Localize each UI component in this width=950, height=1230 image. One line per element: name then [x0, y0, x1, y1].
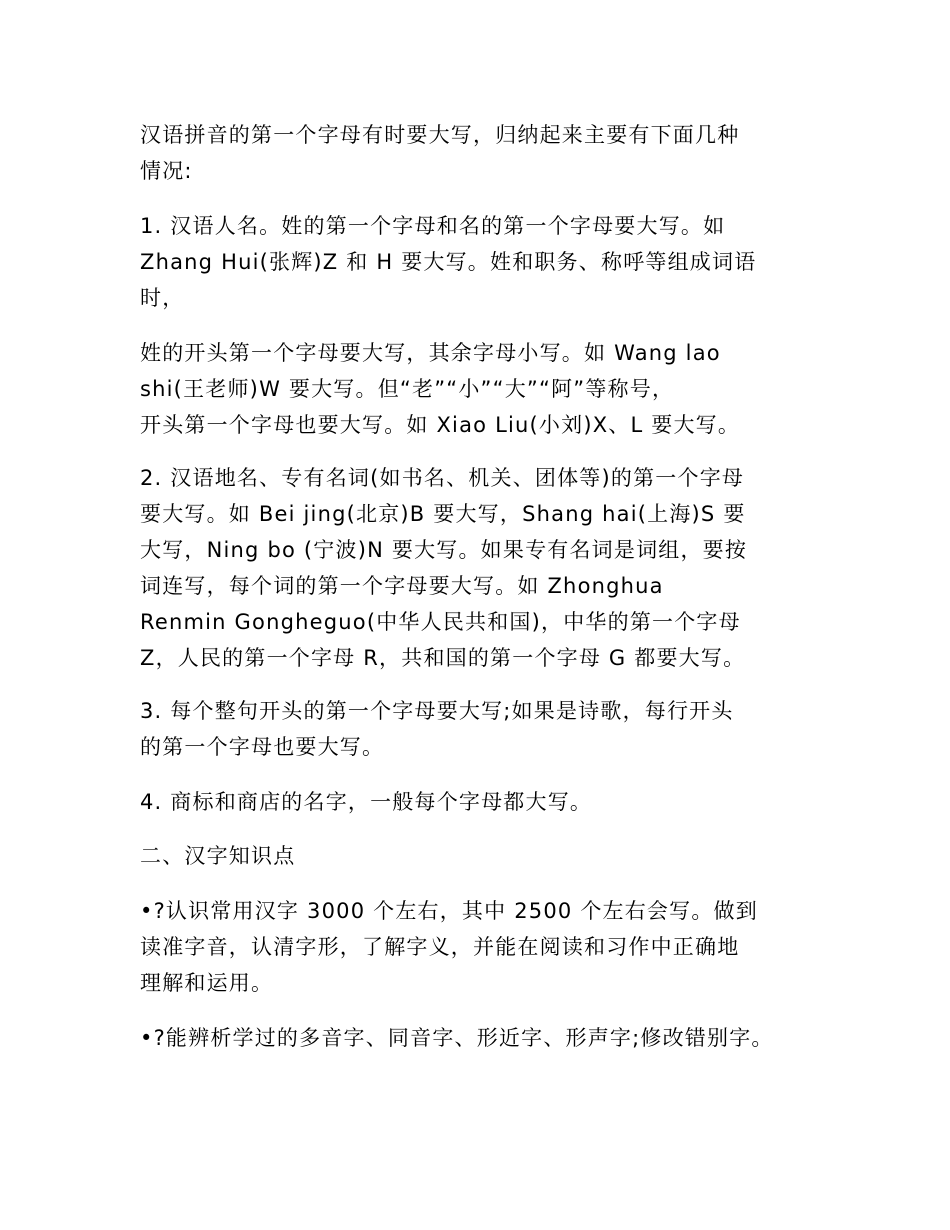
text-line: 4. 商标和商店的名字，一般每个字母都大写。	[140, 790, 593, 814]
text-line: 1. 汉语人名。姓的第一个字母和名的第一个字母要大写。如	[140, 214, 726, 238]
text-line: shi(王老师)W 要大写。但“老”“小”“大”“阿”等称号，	[140, 377, 675, 401]
text-line: 词连写，每个词的第一个字母要大写。如 Zhonghua	[140, 574, 664, 598]
text-line: 读准字音，认清字形，了解字义，并能在阅读和习作中正确地	[140, 935, 740, 959]
paragraph-intro	[140, 117, 840, 189]
text-line: 大写，Ning bo (宁波)N 要大写。如果专有名词是词组，要按	[140, 538, 748, 562]
text-line: 汉语拼音的第一个字母有时要大写，归纳起来主要有下面几种	[140, 123, 740, 147]
text-line: 开头第一个字母也要大写。如 Xiao Liu(小刘)X、L 要大写。	[140, 413, 741, 437]
text-line: 时，	[140, 286, 185, 310]
text-line: 姓的开头第一个字母要大写，其余字母小写。如 Wang lao	[140, 341, 721, 365]
text-line: Zhang Hui(张辉)Z 和 H 要大写。姓和职务、称呼等组成词语	[140, 250, 757, 274]
text-line: 要大写。如 Bei jing(北京)B 要大写，Shang hai(上海)S 要	[140, 502, 746, 526]
text-line: 3. 每个整句开头的第一个字母要大写;如果是诗歌，每行开头	[140, 699, 734, 723]
paragraph-rule-1	[140, 208, 840, 316]
text-line: Renmin Gongheguo(中华人民共和国)，中华的第一个字母	[140, 610, 741, 634]
text-line: 2. 汉语地名、专有名词(如书名、机关、团体等)的第一个字母	[140, 466, 745, 490]
text-line: 理解和运用。	[140, 971, 274, 995]
text-line: 情况:	[140, 159, 193, 183]
text-line: •?能辨析学过的多音字、同音字、形近字、形声字;修改错别字。	[140, 1026, 774, 1050]
text-line: •?认识常用汉字 3000 个左右，其中 2500 个左右会写。做到	[140, 899, 758, 923]
paragraph-rule-4	[140, 784, 840, 820]
text-line: Z，人民的第一个字母 R，共和国的第一个字母 G 都要大写。	[140, 646, 746, 670]
paragraph-rule-2	[140, 460, 840, 676]
paragraph-rule-3	[140, 693, 840, 765]
bullet-item	[140, 893, 840, 1001]
paragraph-rule-1-continued	[140, 335, 840, 443]
section-heading	[140, 838, 840, 874]
heading-text: 二、汉字知识点	[140, 844, 296, 868]
bullet-item	[140, 1020, 840, 1056]
text-line: 的第一个字母也要大写。	[140, 735, 385, 759]
